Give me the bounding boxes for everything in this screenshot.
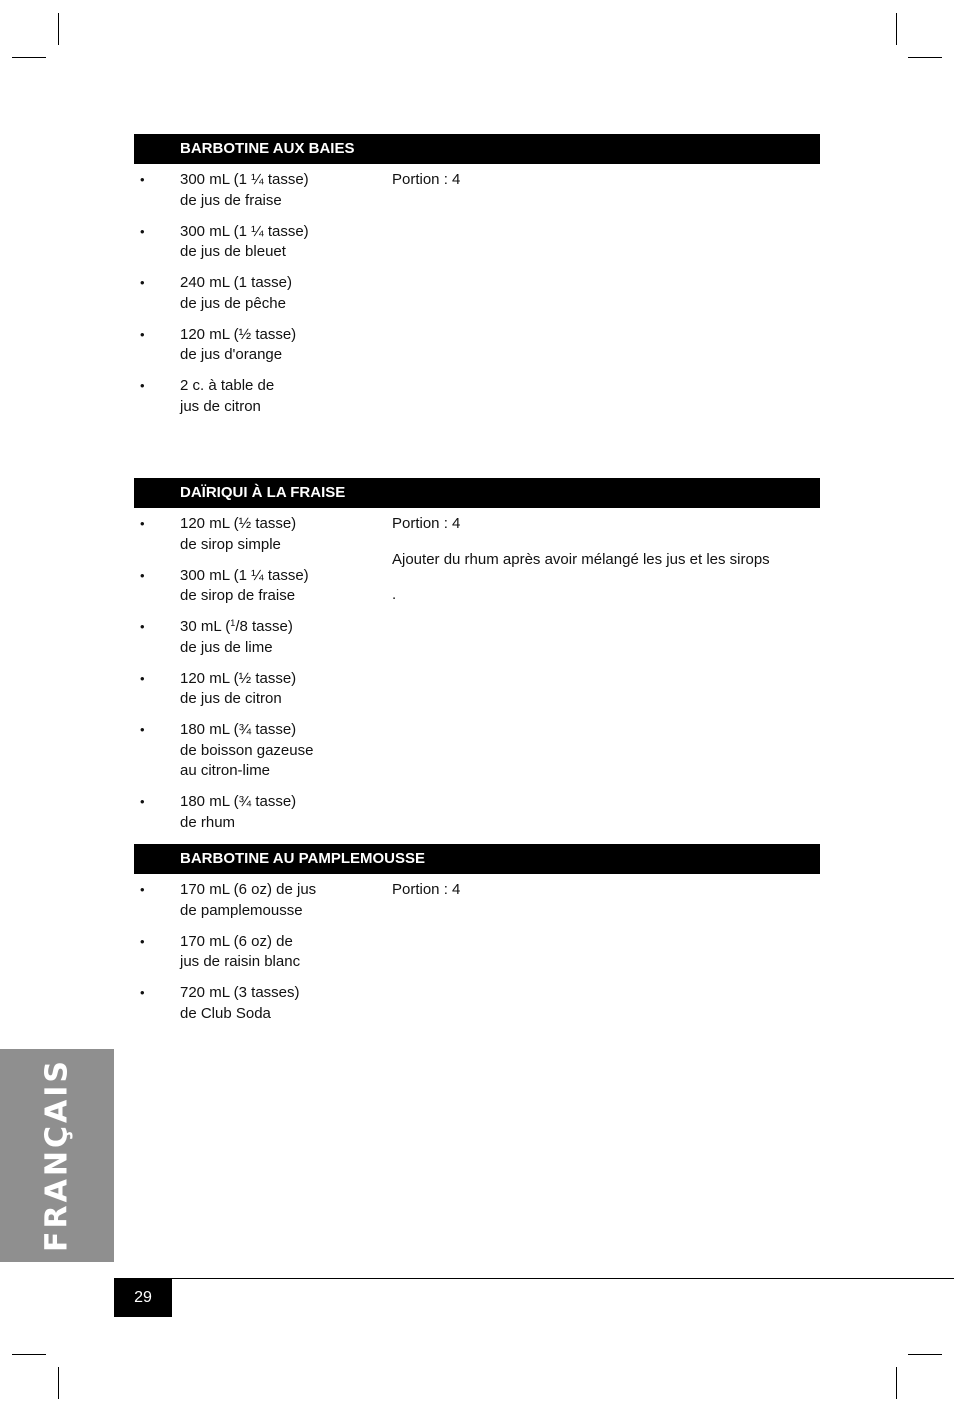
crop-mark [58, 13, 59, 45]
list-item [134, 325, 384, 366]
ingredient-name: jus de citron [180, 397, 261, 415]
ingredient-quantity [180, 617, 384, 638]
ingredient-list [134, 514, 384, 844]
ingredient-name: de jus de pêche [180, 294, 286, 312]
ingredient-name: de pamplemousse [180, 901, 303, 919]
ingredient-quantity: 720 mL (3 tasses) [180, 984, 300, 1001]
bullet: • [140, 882, 145, 897]
bullet: • [140, 722, 145, 737]
ingredient-name: de rhum [180, 813, 236, 831]
ingredient-name: de jus de bleuet [180, 243, 286, 260]
list-item [134, 170, 384, 211]
portion-text: Portion : 4 [392, 515, 461, 532]
list-item [134, 932, 384, 973]
crop-mark [12, 57, 46, 58]
list-item [134, 273, 384, 314]
ingredient-quantity: 120 mL (½ tasse) [180, 515, 297, 532]
ingredient-name: de jus de citron [180, 690, 282, 707]
ingredient-name: de jus de fraise [180, 191, 282, 209]
bullet: • [140, 619, 145, 634]
ingredient-name: de jus d'orange [180, 346, 283, 363]
footer-rule [114, 1278, 954, 1279]
crop-mark [896, 1367, 897, 1399]
list-item [134, 617, 384, 658]
ingredient-quantity: 300 mL (1 ¼ tasse) [180, 222, 309, 240]
ingredient-quantity: 300 mL (1 ¼ tasse) [180, 171, 309, 188]
ingredient-name: de sirop de fraise [180, 587, 296, 604]
crop-mark [896, 13, 897, 45]
ingredient-quantity: 180 mL (¾ tasse) [180, 721, 297, 738]
ingredient-quantity: 300 mL (1 ¼ tasse) [180, 566, 309, 584]
list-item [134, 376, 384, 417]
bullet: • [140, 794, 145, 809]
fraction-rest: /8 tasse) [235, 618, 293, 635]
section-header-dairiqui-a-la-fraise: DAÏRIQUI À LA FRAISE [134, 478, 820, 508]
portion-text: Portion : 4 [392, 171, 461, 188]
ingredient-list [134, 170, 384, 428]
bullet: • [140, 670, 145, 686]
recipe-info [392, 880, 812, 916]
bullet: • [140, 567, 145, 583]
crop-mark [908, 57, 942, 58]
bullet: • [140, 172, 145, 187]
language-tab-label: FRANÇAIS [39, 1058, 75, 1252]
ingredient-quantity: 170 mL (6 oz) de [180, 932, 293, 950]
bullet: • [140, 985, 145, 1000]
page-number: 29 [114, 1278, 172, 1317]
recipe-info [392, 170, 812, 206]
crop-mark [12, 1354, 46, 1355]
ingredient-name: de Club Soda [180, 1004, 271, 1022]
list-item [134, 514, 384, 555]
crop-mark [908, 1354, 942, 1355]
list-item [134, 983, 384, 1024]
quantity-start: 30 mL ( [180, 618, 231, 635]
list-item [134, 222, 384, 263]
bullet: • [140, 275, 145, 290]
ingredient-name: de jus de lime [180, 638, 273, 656]
fraction-numerator: 1 [230, 618, 236, 628]
recipe-info [392, 514, 812, 621]
language-tab [0, 1049, 114, 1262]
list-item [134, 669, 384, 710]
ingredient-name: jus de raisin blanc [180, 953, 301, 970]
crop-mark [58, 1367, 59, 1399]
ingredient-quantity: 240 mL (1 tasse) [180, 274, 292, 291]
list-item [134, 880, 384, 921]
recipe-note: Ajouter du rhum après avoir mélangé les jus et les sirops [392, 550, 770, 568]
ingredient-name: de sirop simple [180, 535, 281, 553]
bullet: • [140, 933, 145, 949]
recipe-note-end: . [392, 586, 397, 603]
ingredient-quantity: 180 mL (¾ tasse) [180, 793, 297, 810]
portion-text: Portion : 4 [392, 881, 461, 898]
ingredient-quantity: 2 c. à table de [180, 377, 275, 394]
bullet: • [140, 378, 145, 393]
bullet: • [140, 326, 145, 342]
ingredient-quantity: 170 mL (6 oz) de jus [180, 881, 317, 898]
section-header-barbotine-aux-baies: BARBOTINE AUX BAIES [134, 134, 820, 164]
bullet: • [140, 516, 145, 531]
list-item [134, 792, 384, 833]
ingredient-name: de boisson gazeuse [180, 741, 314, 759]
ingredient-quantity: 120 mL (½ tasse) [180, 669, 297, 687]
list-item [134, 720, 384, 782]
section-header-barbotine-au-pamplemousse: BARBOTINE AU PAMPLEMOUSSE [134, 844, 820, 874]
ingredient-list [134, 880, 384, 1035]
ingredient-quantity: 120 mL (½ tasse) [180, 325, 297, 343]
ingredient-name-cont: au citron-lime [180, 762, 271, 779]
bullet: • [140, 223, 145, 239]
list-item [134, 566, 384, 607]
